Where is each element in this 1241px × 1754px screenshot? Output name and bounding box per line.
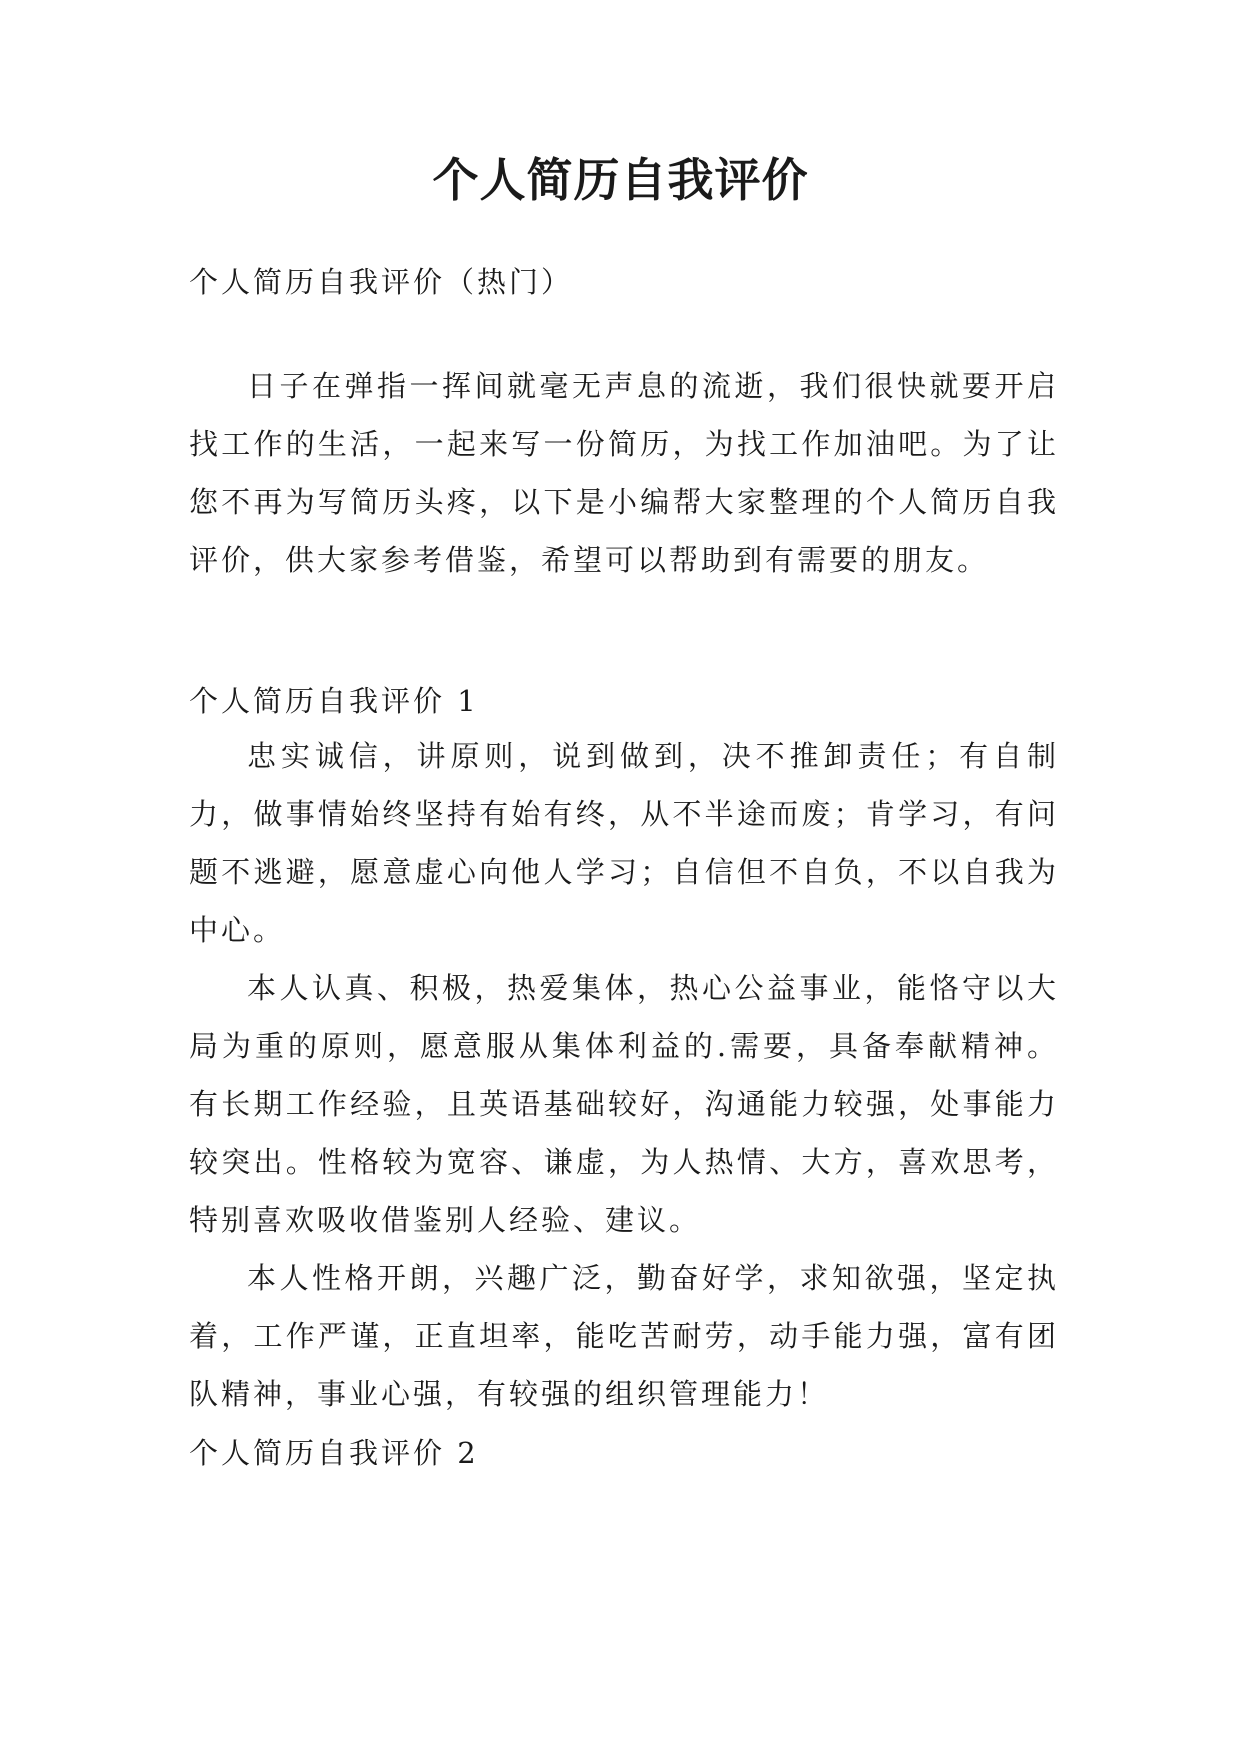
intro-paragraph: 日子在弹指一挥间就毫无声息的流逝，我们很快就要开启找工作的生活，一起来写一份简历，为找工作加油吧。为了让您不再为写简历头疼，以下是小编帮大家整理的个人简历自我评价，供大家参考借鉴，希望可以帮助到有需要的朋友。	[189, 369, 1059, 577]
document-subtitle: 个人简历自我评价（热门）	[189, 265, 574, 299]
section-1-paragraph-3: 本人性格开朗，兴趣广泛，勤奋好学，求知欲强，坚定执着，工作严谨，正直坦率，能吃苦耐劳，动手能力强，富有团队精神，事业心强，有较强的组织管理能力！	[189, 1261, 1059, 1411]
section-heading-1: 个人简历自我评价 1	[189, 684, 479, 718]
section-heading-2: 个人简历自我评价 2	[189, 1436, 479, 1470]
section-1-paragraph-2: 本人认真、积极，热爱集体，热心公益事业，能恪守以大局为重的原则，愿意服从集体利益的.需要，具备奉献精神。有长期工作经验，且英语基础较好，沟通能力较强，处事能力较突出。性格较为宽容、谦虚，为人热情、大方，喜欢思考，特别喜欢吸收借鉴别人经验、建议。	[189, 971, 1059, 1237]
document-title: 个人简历自我评价	[432, 153, 809, 207]
section-1-paragraph-1: 忠实诚信，讲原则，说到做到，决不推卸责任；有自制力，做事情始终坚持有始有终，从不半途而废；肯学习，有问题不逃避，愿意虚心向他人学习；自信但不自负，不以自我为中心。	[189, 739, 1059, 947]
